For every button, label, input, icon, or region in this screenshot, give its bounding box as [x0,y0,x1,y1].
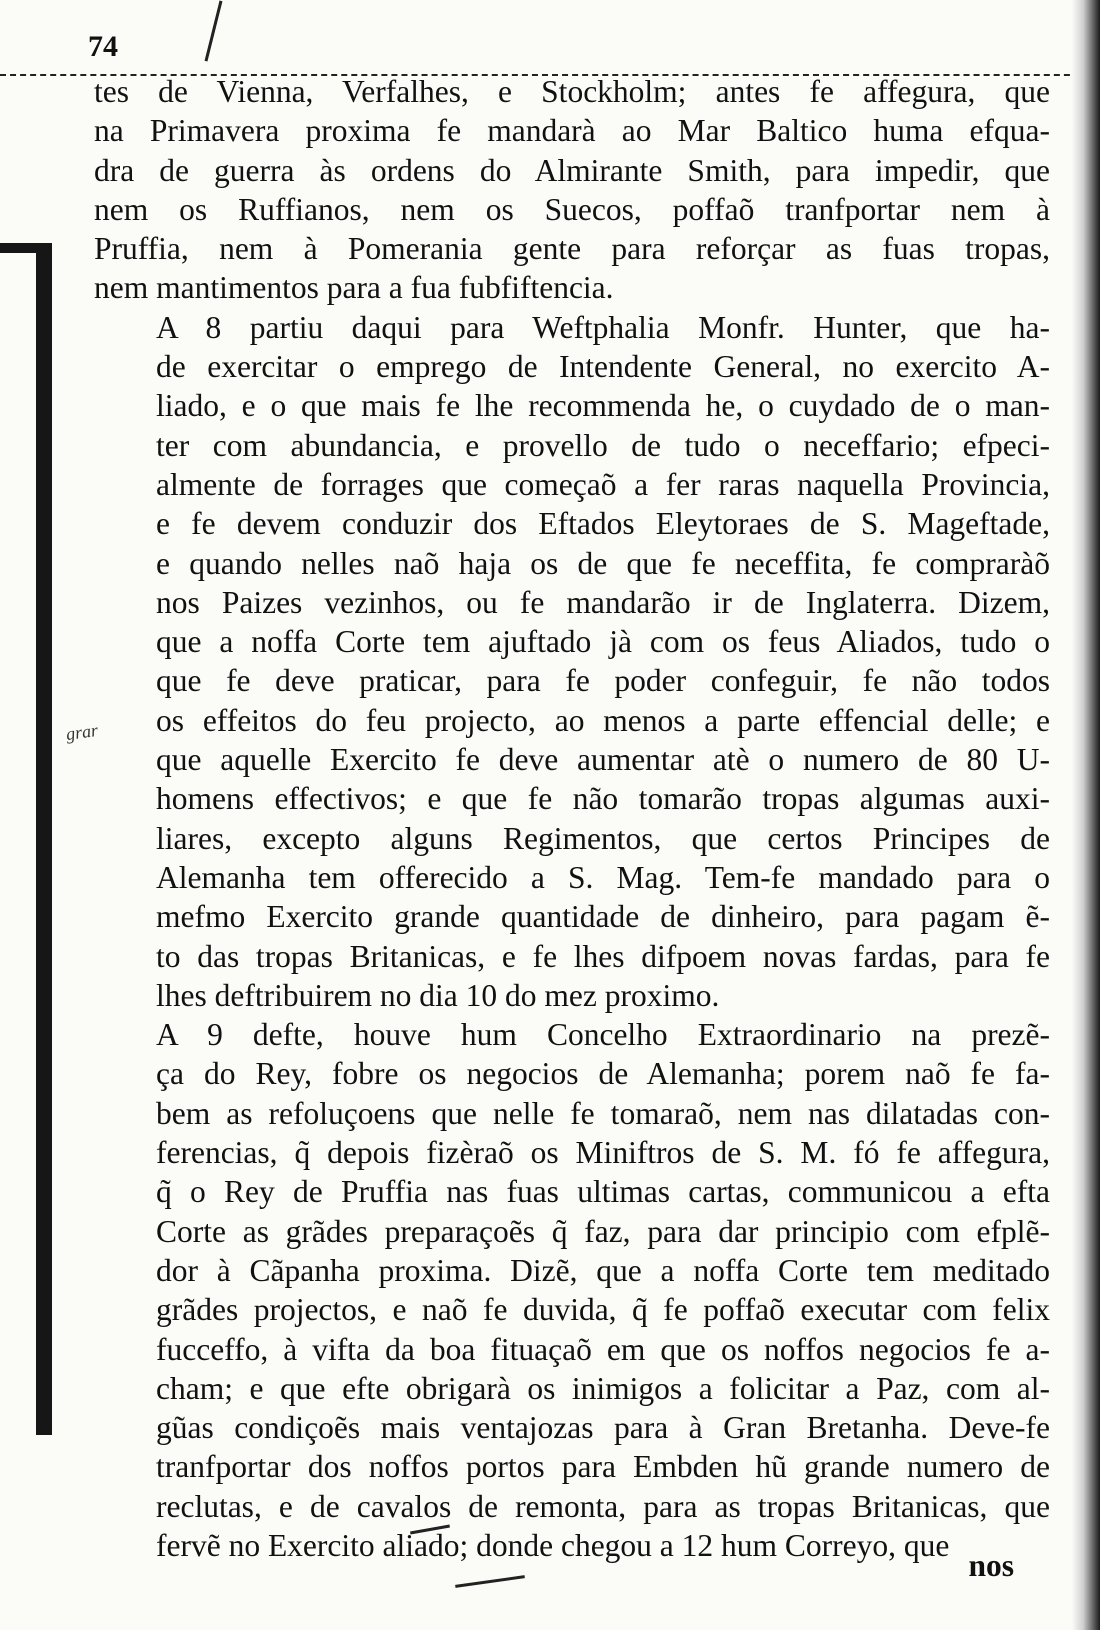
text-line: e quando nelles naõ haja os de que fe neceffita, fe compraràõ [156,545,1050,581]
page-edge-shadow [1072,0,1100,1630]
text-line: Corte as grãdes preparaçoẽs q̃ faz, para dar principio com efplẽ- [156,1213,1050,1249]
text-line: lhes deftribuirem no dia 10 do mez proximo. [156,977,720,1013]
page-number: 74 [88,30,118,63]
text-line: cham; e que efte obrigarà os inimigos a folicitar a Paz, com al- [156,1370,1050,1406]
body-text [94,72,1050,1565]
text-line: grãdes projectos, e naõ fe duvida, q̃ fe poffaõ executar com felix [156,1292,1050,1328]
text-line: que fe deve praticar, para fe poder confeguir, fe não todos [156,663,1050,699]
text-line: de exercitar o emprego de Intendente General, no exercito A- [156,349,1050,385]
text-line: A 8 partiu daqui para Weftphalia Monfr. Hunter, que ha- [156,309,1050,345]
text-line: nem os Ruffianos, nem os Suecos, poffaõ tranfportar nem à [94,191,1050,227]
text-line: os effeitos do feu projecto, ao menos a parte effencial delle; e [156,702,1050,738]
text-line: homens effectivos; e que fe não tomarão tropas algumas auxi- [156,781,1050,817]
text-line: q̃ o Rey de Pruffia nas fuas ultimas cartas, communicou a efta [156,1174,1050,1210]
text-line: que a noffa Corte tem ajuftado jà com os feus Aliados, tudo o [156,624,1050,660]
text-line: A 9 defte, houve hum Concelho Extraordinario na prezẽ- [156,1017,1050,1053]
text-line: fervẽ no Exercito aliado; donde chegou a 12 hum Correyo, que [156,1527,950,1563]
ink-stroke [205,1,223,62]
text-line: e fe devem conduzir dos Eftados Eleytoraes de S. Mageftade, [156,506,1050,542]
text-line: reclutas, e de cavalos de remonta, para as tropas Britanicas, que [156,1488,1050,1524]
text-line: to das tropas Britanicas, e fe lhes difpoem novas fardas, para fe [156,938,1050,974]
text-line: liado, e o que mais fe lhe recommenda he, o cuydado de o man- [156,388,1050,424]
paragraph [94,308,1050,1015]
text-line: nos Paizes vezinhos, ou fe mandarão ir de Inglaterra. Dizem, [156,584,1050,620]
text-line: que aquelle Exercito fe deve aumentar atè o numero de 80 U- [156,742,1050,778]
text-line: ferencias, q̃ depois fizèraõ os Miniftros de S. M. fó fe affegura, [156,1135,1050,1171]
text-line: Pruffia, nem à Pomerania gente para reforçar as fuas tropas, [94,231,1050,267]
text-line: almente de forrages que começaõ a fer raras naquella Provincia, [156,466,1050,502]
text-line: dra de guerra às ordens do Almirante Smith, para impedir, que [94,152,1050,188]
text-line: fucceffo, à vifta da boa fituaçaõ em que os noffos negocios fe a- [156,1331,1050,1367]
text-line: nem mantimentos para a fua fubfiftencia. [94,270,614,306]
catchword: nos [968,1548,1014,1583]
text-line: tranfportar dos noffos portos para Embden hũ grande numero de [156,1449,1050,1485]
text-line: gũas condiçoẽs mais ventajozas para à Gran Bretanha. Deve-fe [156,1410,1050,1446]
paragraph [94,72,1050,308]
binding-shadow [36,245,52,1435]
text-line: bem as refoluçoens que nelle fe tomaraõ, nem nas dilatadas con- [156,1095,1050,1131]
text-line: ter com abundancia, e provello de tudo o neceffario; efpeci- [156,427,1050,463]
margin-annotation: grar [64,719,100,745]
text-line: Alemanha tem offerecido a S. Mag. Tem-fe mandado para o [156,859,1050,895]
text-line: tes de Vienna, Verfalhes, e Stockholm; antes fe affegura, que [94,74,1050,109]
paragraph [94,1015,1050,1565]
text-line: liares, excepto alguns Regimentos, que certos Principes de [156,820,1050,856]
text-line: ça do Rey, fobre os negocios de Alemanha; porem naõ fe fa- [156,1056,1050,1092]
text-line: mefmo Exercito grande quantidade de dinheiro, para pagam ẽ- [156,899,1050,935]
text-line: na Primavera proxima fe mandarà ao Mar Baltico huma efqua- [94,113,1050,149]
text-line: dor à Cãpanha proxima. Dizẽ, que a noffa Corte tem meditado [156,1252,1050,1288]
ink-stroke [455,1575,525,1588]
